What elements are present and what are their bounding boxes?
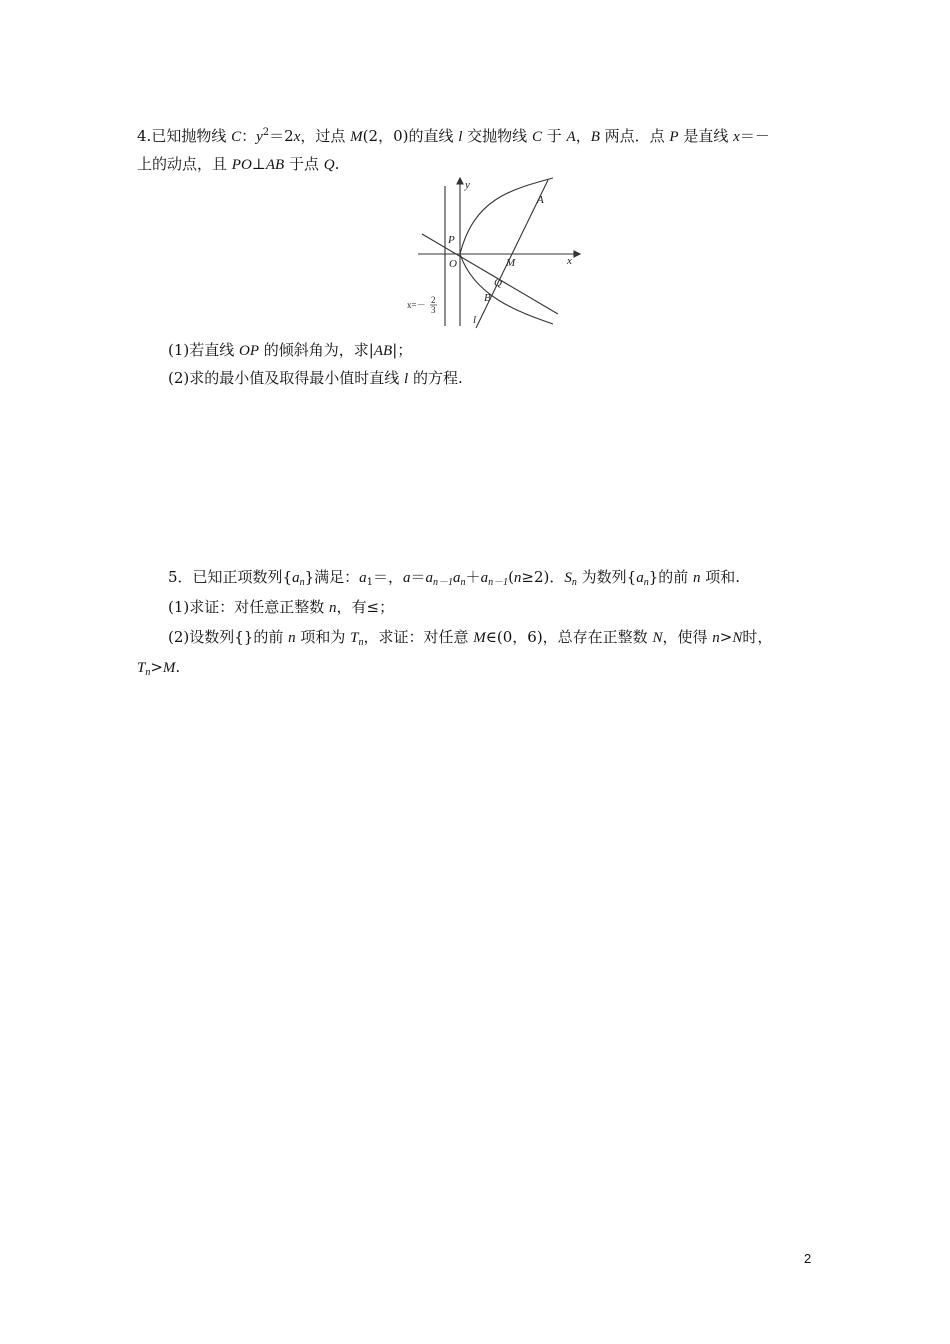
label-a: A	[537, 194, 544, 206]
parabola-figure	[398, 176, 588, 332]
problem-number: 4.	[137, 127, 152, 145]
page-number: 2	[804, 1251, 812, 1266]
problem-4-part-1: (1)若直线 OP 的倾斜角为，求|AB|；	[168, 341, 413, 359]
x-axis-arrow	[574, 251, 580, 257]
label-directrix: x=－	[407, 300, 426, 310]
problem-4-line-2: 上的动点，且 PO⊥AB 于点 Q.	[137, 155, 340, 173]
problem-5-part-2: (2)设数列{}的前 n 项和为 $T_n$，求证：对任意 M∈(0，6)，总存在正整数 N，使得 n>N时，	[168, 628, 773, 648]
label-q: Q	[494, 277, 502, 289]
label-y: y	[465, 179, 470, 191]
problem-5-part-2-continued: $T_n>M$.	[137, 658, 181, 678]
label-l: l	[473, 314, 477, 326]
label-fraction-denominator: 3	[431, 305, 436, 315]
problem-4-line-1: 4.已知抛物线 C：$y^2=2x$，过点 M(2，0)的直线 l 交抛物线 C 于 A，B 两点．点 P 是直线 x＝－	[137, 127, 770, 145]
problem-number: 5．	[168, 568, 193, 586]
label-m: M	[506, 257, 516, 269]
label-p: P	[448, 234, 455, 246]
label-o: O	[449, 258, 457, 270]
problem-4-part-2: (2)求的最小值及取得最小值时直线 l 的方程.	[168, 369, 463, 387]
label-b: B	[484, 292, 491, 304]
label-x: x	[567, 255, 572, 267]
problem-5-line-1: 5．已知正项数列$\{a_n\}$满足：$a_1=$，$a=a_{n-1}a_n+a_{n-1}(n\ge 2)$．$S_n$ 为数列$\{a_n\}$的前 n 项和.	[168, 568, 741, 588]
y-axis-arrow	[457, 178, 463, 184]
problem-5-part-1: (1)求证：对任意正整数 n，有≤；	[168, 598, 395, 616]
label-fraction-numerator: 2	[431, 295, 436, 305]
